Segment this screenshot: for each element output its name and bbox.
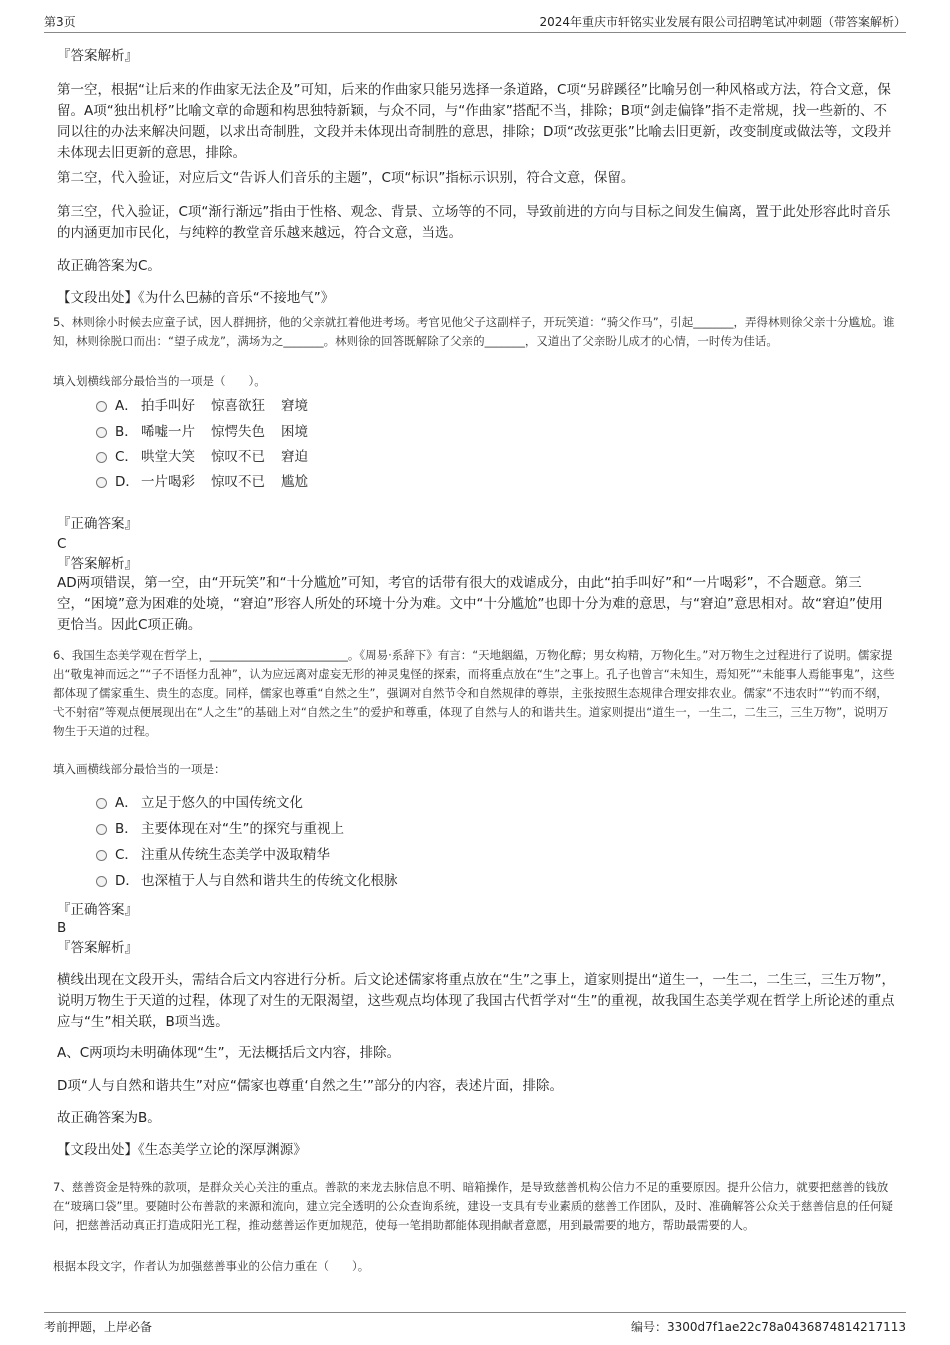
q6-analysis-heading: 『答案解析』 xyxy=(57,940,138,956)
radio-button[interactable] xyxy=(96,401,107,412)
document-id: 编号：3300d7f1ae22c78a0436874814217113 xyxy=(630,1320,906,1334)
q6-option-b[interactable]: B． 主要体现在对“生”的探究与重视上 xyxy=(96,819,344,839)
q6-answer-heading: 『正确答案』 xyxy=(57,902,138,918)
q5-option-d[interactable]: D． 一片喝彩 惊叹不已 尴尬 xyxy=(96,472,324,492)
q6-option-a[interactable]: A． 立足于悠久的中国传统文化 xyxy=(96,793,303,813)
radio-button[interactable] xyxy=(96,876,107,887)
radio-button[interactable] xyxy=(96,477,107,488)
q5-analysis: AD两项错误，第一空，由“开玩笑”和“十分尴尬”可知，考官的话带有很大的戏谑成分，由此“拍手叫好”和“一片喝彩”，不合题意。第三空，“困境”意为困难的处境，“窘迫”形容人所处的环境十分为难。文中“十分尴尬”也即十分为难的意思，与“窘迫”意思相对。故“窘迫”使用更恰当。因此C项正确。 xyxy=(57,575,883,633)
document-title: 2024年重庆市轩铭实业发展有限公司招聘笔试冲刺题（带答案解析） xyxy=(539,15,906,29)
radio-button[interactable] xyxy=(96,452,107,463)
q6-source: 【文段出处】《生态美学立论的深厚渊源》 xyxy=(57,1142,307,1158)
q6-option-c[interactable]: C． 注重从传统生态美学中汲取精华 xyxy=(96,845,330,865)
q5-option-a[interactable]: A． 拍手叫好 惊喜欲狂 窘境 xyxy=(96,396,324,416)
q5-answer-heading: 『正确答案』 xyxy=(57,516,138,532)
q6-prompt: 填入画横线部分最恰当的一项是： xyxy=(53,762,226,776)
radio-button[interactable] xyxy=(96,798,107,809)
q4-analysis-p1: 第一空，根据“让后来的作曲家无法企及”可知，后来的作曲家只能另选择一条道路，C项“另辟蹊径”比喻另创一种风格或方法，符合文意，保留。A项“独出机杼”比喻文章的命题和构思独特新颖，与众不同，与“作曲家”搭配不当，排除；B项“剑走偏锋”指不走常规，找一些新的、不同以往的办法来解决问题，以求出奇制胜，文段并未体现出奇制胜的意思，排除；D项“改弦更张”比喻去旧更新，改变制度或做法等，文段并未体现去旧更新的意思，排除。 xyxy=(57,82,892,161)
q7-stem: 7、慈善资金是特殊的款项，是群众关心关注的重点。善款的来龙去脉信息不明、暗箱操作，是导致慈善机构公信力不足的重要原因。提升公信力，就要把慈善的钱放在“玻璃口袋”里。要随时公布善款的来源和流向，建立完全透明的公众查询系统，建设一支具有专业素质的慈善工作团队，及时、准确解答公众关于慈善信息的任何疑问，把慈善活动真正打造成阳光工程，推动慈善运作更加规范，使每一笔捐助都能体现捐献者意愿，用到最需要的地方，帮助最需要的人。 xyxy=(53,1180,893,1232)
q6-analysis-p3: D项“人与自然和谐共生”对应“儒家也尊重‘自然之生’”部分的内容，表述片面，排除。 xyxy=(57,1078,563,1094)
q6-answer: B xyxy=(57,920,67,936)
q6-stem: 6、我国生态美学观在哲学上，________________________。《周易·系辞下》有言：“天地絪緼，万物化醇；男女构精，万物化生。”对万物生之过程进行了说明。儒家提出“敬鬼神而远之”“子不语怪力乱神”，认为应远离对虚妄无形的神灵鬼怪的探索，而将重点放在“生”之事上。孔子也曾言“未知生，焉知死”“未能事人焉能事鬼”，这些都体现了儒家重生、贵生的态度。同样，儒家也尊重“自然之生”，强调对自然节令和自然规律的尊崇，主张按照生态规律合理安排农业。儒家“不违农时”“钓而不纲，弋不射宿”等观点便展现出在“人之生”的基础上对“自然之生”的爱护和尊重，体现了自然与人的和谐共生。道家则提出“道生一，一生二，二生三，三生万物”，说明万物生于天道的过程。 xyxy=(53,648,895,738)
q5-option-c[interactable]: C． 哄堂大笑 惊叹不已 窘迫 xyxy=(96,447,324,467)
q5-answer: C xyxy=(57,536,67,552)
q4-conclusion: 故正确答案为C。 xyxy=(57,258,161,274)
footer-slogan: 考前押题，上岸必备 xyxy=(44,1320,153,1334)
q6-option-d[interactable]: D． 也深植于人与自然和谐共生的传统文化根脉 xyxy=(96,871,398,891)
q5-stem: 5、林则徐小时候去应童子试，因人群拥挤，他的父亲就扛着他进考场。考官见他父子这副样子，开玩笑道：“骑父作马”，引起_______，弄得林则徐父亲十分尴尬。谁知，林则徐脱口而出：“望子成龙”，满场为之_______。林则徐的回答既解除了父亲的_______，又道出了父亲盼儿成才的心情，一时传为佳话。 xyxy=(53,315,895,348)
q5-analysis-heading: 『答案解析』 xyxy=(57,556,138,572)
q6-analysis-p2: A、C两项均未明确体现“生”，无法概括后文内容，排除。 xyxy=(57,1045,401,1061)
q5-prompt: 填入划横线部分最恰当的一项是（ ）。 xyxy=(53,374,266,388)
page-footer xyxy=(44,1312,906,1339)
q4-source: 【文段出处】《为什么巴赫的音乐“不接地气”》 xyxy=(57,290,335,306)
page-number: 第3页 xyxy=(44,15,76,29)
q7-prompt: 根据本段文字，作者认为加强慈善事业的公信力重在（ ）。 xyxy=(53,1259,370,1273)
page-header xyxy=(44,10,906,33)
q4-analysis-p3: 第三空，代入验证，C项“渐行渐远”指由于性格、观念、背景、立场等的不同，导致前进的方向与目标之间发生偏离，置于此处形容此时音乐的内涵更加市民化，与纯粹的教堂音乐越来越远，符合文意，当选。 xyxy=(57,204,891,241)
radio-button[interactable] xyxy=(96,850,107,861)
radio-button[interactable] xyxy=(96,824,107,835)
q5-option-b[interactable]: B． 唏嘘一片 惊愕失色 困境 xyxy=(96,422,324,442)
q4-analysis-p2: 第二空，代入验证，对应后文“告诉人们音乐的主题”，C项“标识”指标示识别，符合文意，保留。 xyxy=(57,170,635,186)
q6-analysis-p1: 横线出现在文段开头，需结合后文内容进行分析。后文论述儒家将重点放在“生”之事上，道家则提出“道生一，一生二，二生三，三生万物”，说明万物生于天道的过程，体现了对生的无限渴望，这些观点均体现了我国古代哲学对“生”的重视，故我国生态美学观在哲学上所论述的重点应与“生”相关联，B项当选。 xyxy=(57,972,895,1030)
radio-button[interactable] xyxy=(96,427,107,438)
q4-analysis-heading: 『答案解析』 xyxy=(57,48,138,64)
q6-conclusion: 故正确答案为B。 xyxy=(57,1110,161,1126)
